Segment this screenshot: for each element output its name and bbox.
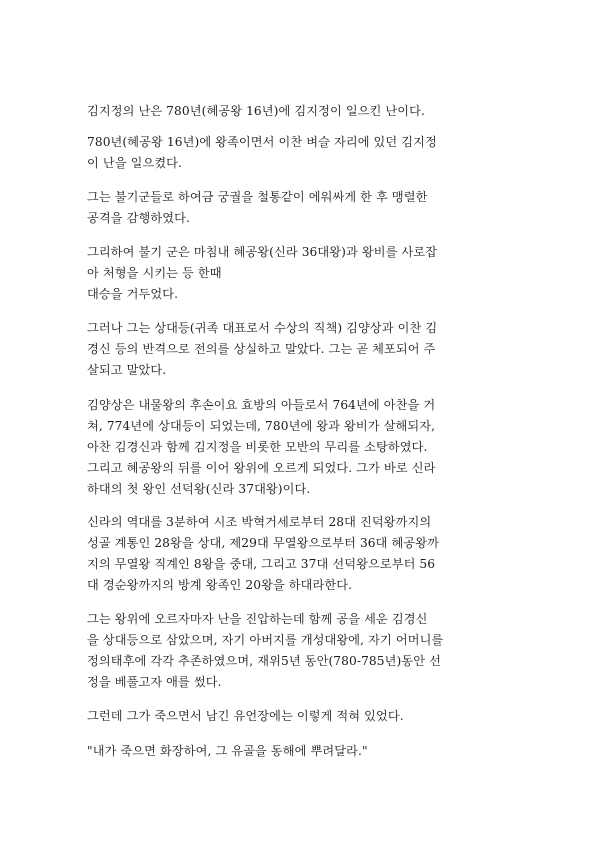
paragraph-counterattack: 그러나 그는 상대등(귀족 대표로서 수상의 직책) 김양상과 이찬 김 경신 등의 반격으로 전의를 상실하고 말았다. 그는 곧 체포되어 주 살되고 말았다. xyxy=(87,321,438,377)
paragraph-will-quote: "내가 죽으면 화장하여, 그 유골을 동해에 뿌려달라." xyxy=(87,744,368,758)
paragraph-reign: 그는 왕위에 오르자마자 난을 진압하는데 함께 공을 세운 김경신 을 상대등으로 삼았으며, 자기 아버지를 개성대왕에, 자기 어머니를 정의태후에 각각 추존하였으며, 재위5년 동안(780-785년)동안 선 정을 베풀고자 애를 썼다. xyxy=(87,612,444,689)
paragraph-will-intro: 그런데 그가 죽으면서 남긴 유언장에는 이렇게 적혀 있었다. xyxy=(87,709,404,723)
paragraph-rebellion-start: 780년(혜공왕 16년)에 왕족이면서 이찬 벼슬 자리에 있던 김지정 이 난을 일으켰다. xyxy=(87,135,437,170)
paragraph-king-executed: 그리하여 불기 군은 마침내 혜공왕(신라 36대왕)과 왕비를 사로잡 아 처형을 시키는 등 한때 대승을 거두었다. xyxy=(87,245,438,301)
document-body xyxy=(87,101,511,762)
paragraph-kim-yangsang: 김양상은 내물왕의 후손이요 효방의 아들로서 764년에 아찬을 거 쳐, 774년에 상대등이 되었는데, 780년에 왕과 왕비가 살해되자, 아찬 김경신과 함께 김지정을 비롯한 모반의 무리를 소탕하였다. 그리고 혜공왕의 뒤를 이어 왕위에 오르게 되었다. 그가 바로 신라 하대의 첫 왕인 선덕왕(신라 37대왕)이다. xyxy=(87,398,436,496)
paragraph-intro: 김지정의 난은 780년(혜공왕 16년)에 김지정이 일으킨 난이다. xyxy=(87,104,426,118)
paragraph-palace-attack: 그는 불기군들로 하여금 궁궐을 철통같이 에워싸게 한 후 맹렬한 공격을 감행하였다. xyxy=(87,190,428,225)
paragraph-silla-periods: 신라의 역대를 3분하여 시조 박혁거세로부터 28대 진덕왕까지의 성골 계통인 28왕을 상대, 제29대 무열왕으로부터 36대 혜공왕까 지의 무열왕 직계인 8왕을 중대, 그리고 37대 선덕왕으로부터 56 대 경순왕까지의 방계 왕족인 20왕을 하대라한다. xyxy=(87,515,439,592)
